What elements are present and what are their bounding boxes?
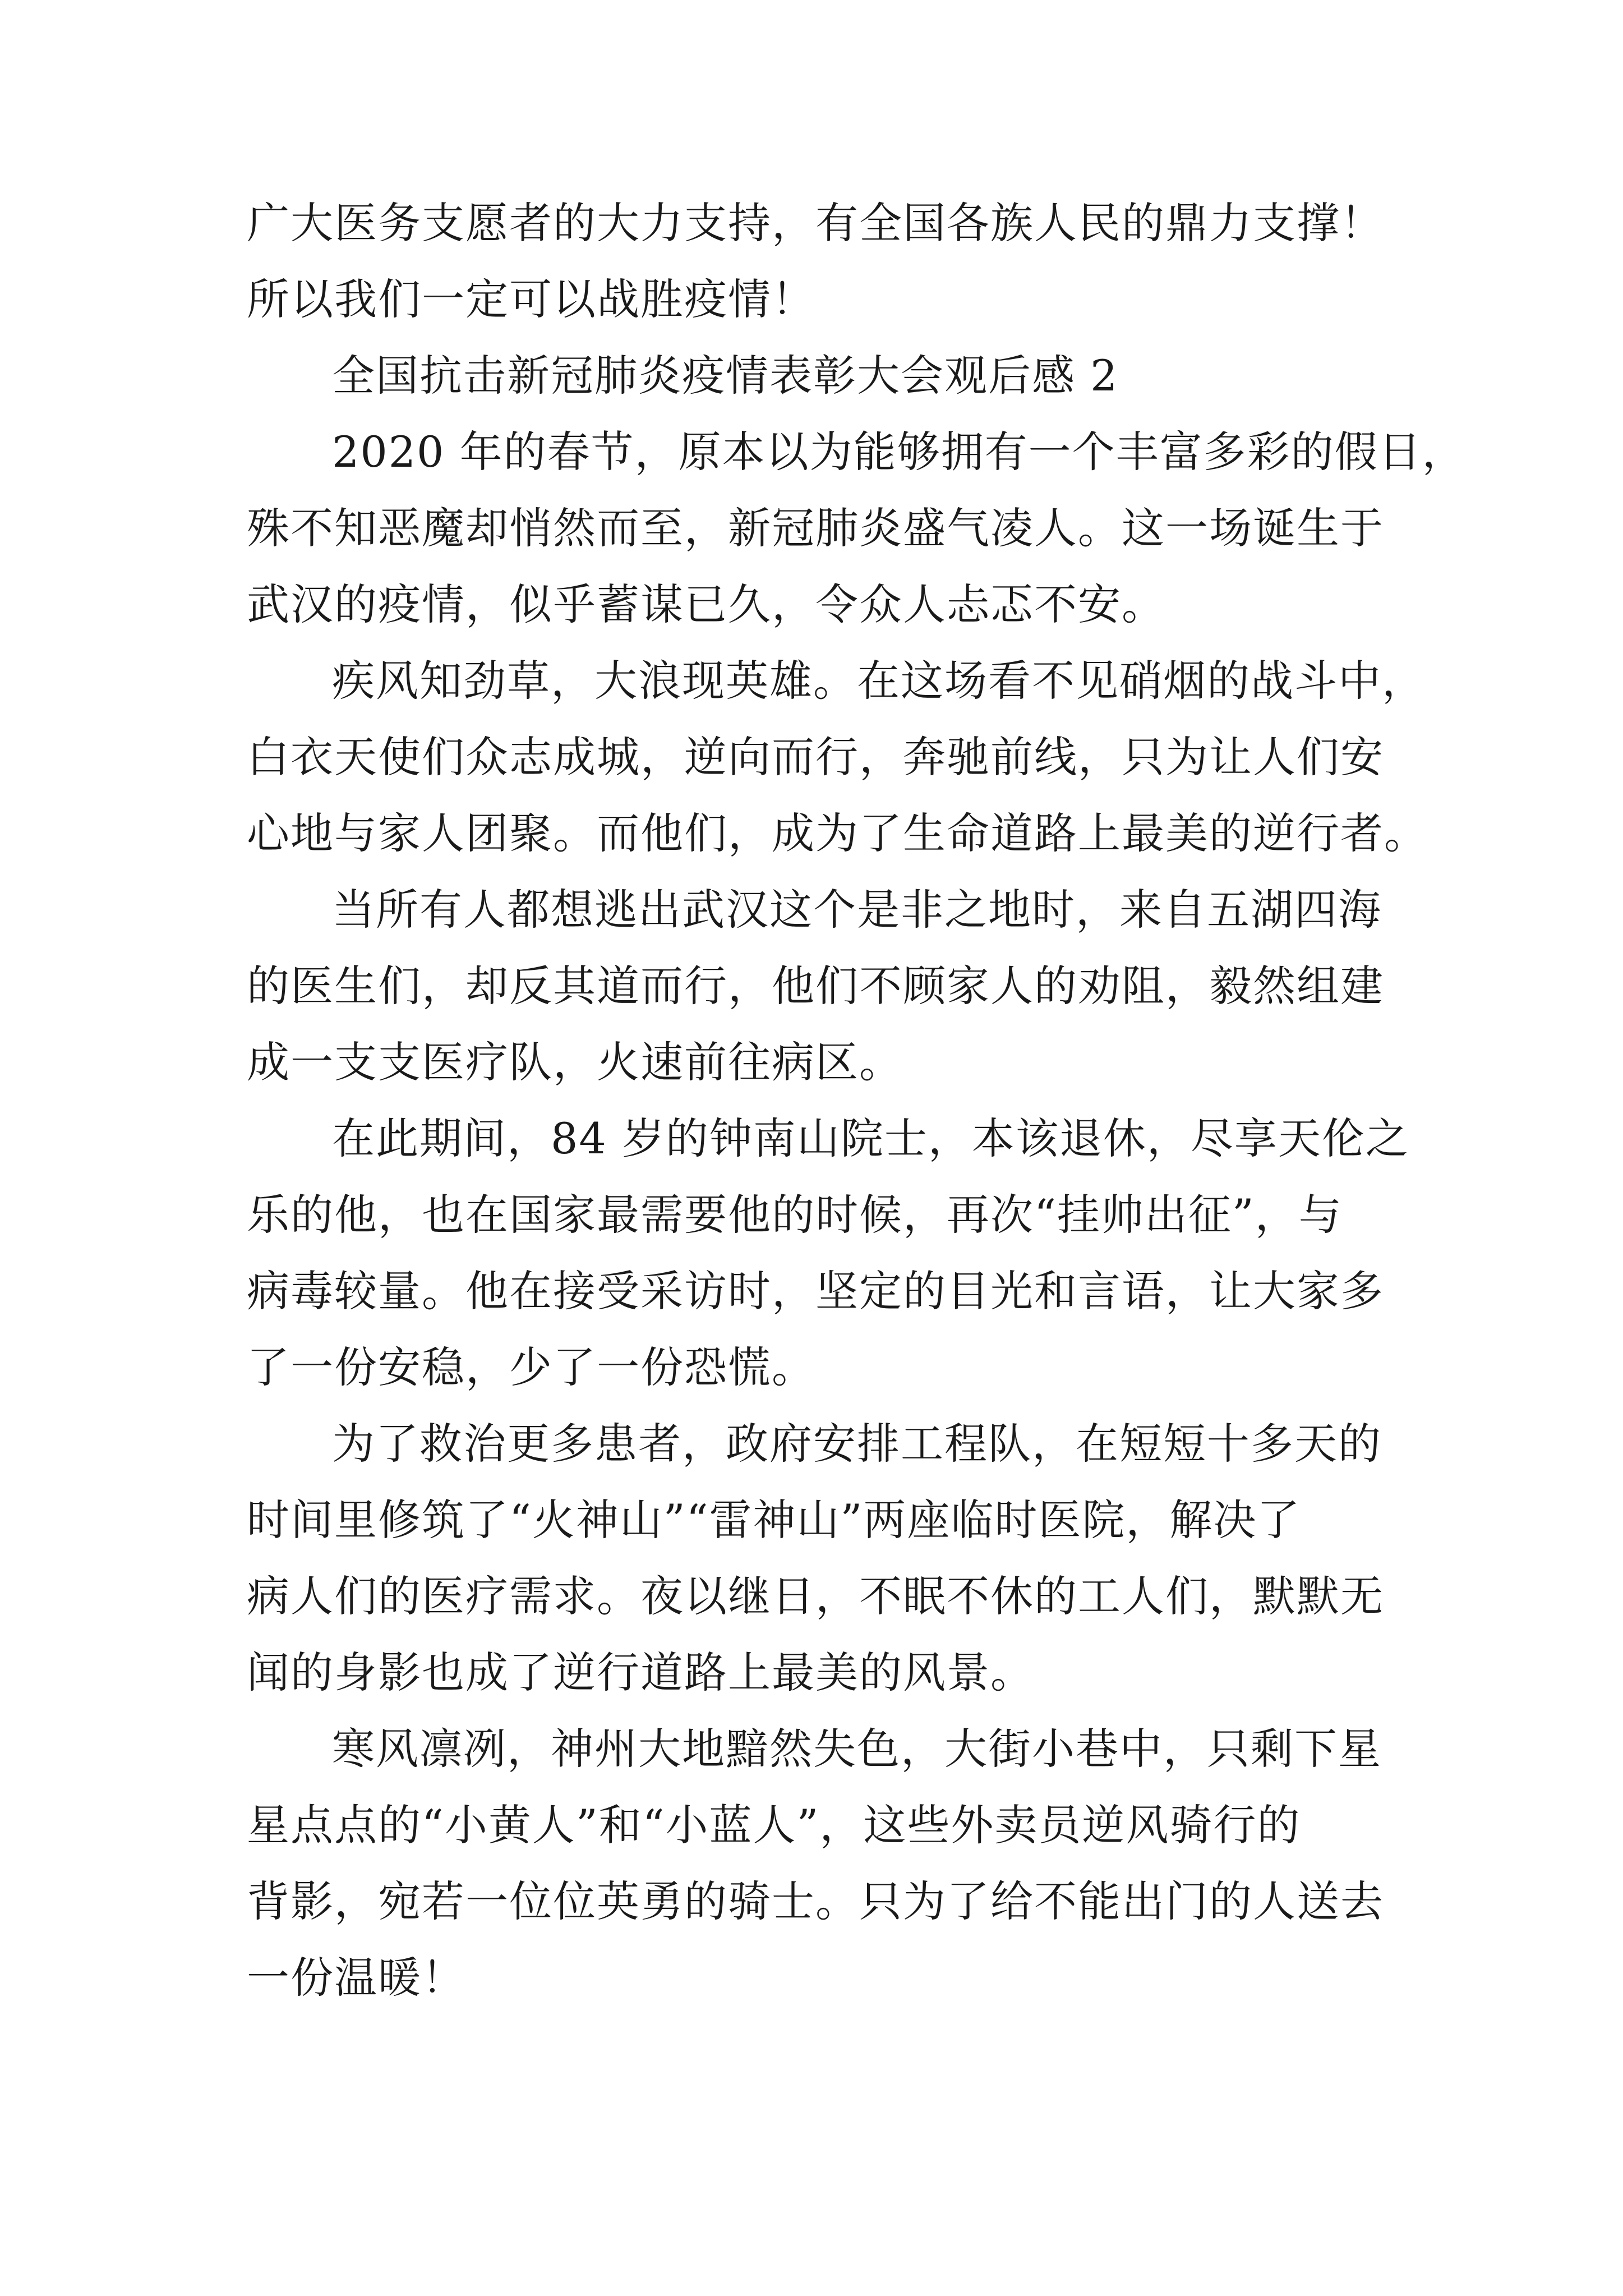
text-line: 了一份安稳，少了一份恐慌。 bbox=[247, 1342, 815, 1392]
text-line: 寒风凛冽，神州大地黯然失色，大街小巷中，只剩下星 bbox=[332, 1724, 1382, 1774]
section-heading bbox=[247, 338, 1374, 414]
heading-line: 全国抗击新冠肺炎疫情表彰大会观后感 2 bbox=[332, 351, 1119, 401]
paragraph bbox=[247, 643, 1428, 872]
text-line: 的医生们，却反其道而行，他们不顾家人的劝阻，毅然组建 bbox=[247, 961, 1384, 1011]
paragraph bbox=[247, 872, 1384, 1101]
text-line: 白衣天使们众志成城，逆向而行，奔驰前线，只为让人们安 bbox=[247, 732, 1384, 782]
text-line: 成一支支医疗队，火速前往病区。 bbox=[247, 1037, 903, 1087]
text-line: 当所有人都想逃出武汉这个是非之地时，来自五湖四海 bbox=[332, 885, 1382, 935]
text-line: 疾风知劲草，大浪现英雄。在这场看不见硝烟的战斗中， bbox=[332, 656, 1426, 706]
text-line: 时间里修筑了“火神山”“雷神山”两座临时医院，解决了 bbox=[247, 1495, 1301, 1545]
text-line: 背影，宛若一位位英勇的骑士。只为了给不能出门的人送去 bbox=[247, 1876, 1384, 1926]
text-line: 病毒较量。他在接受采访时，坚定的目光和言语，让大家多 bbox=[247, 1266, 1384, 1316]
text-line: 殊不知恶魔却悄然而至，新冠肺炎盛气凌人。这一场诞生于 bbox=[247, 503, 1384, 553]
text-line: 闻的身影也成了逆行道路上最美的风景。 bbox=[247, 1648, 1034, 1697]
paragraph bbox=[247, 1406, 1384, 1711]
text-line: 所以我们一定可以战胜疫情！ bbox=[247, 274, 815, 324]
document-body bbox=[247, 185, 1466, 2016]
paragraph bbox=[247, 1101, 1409, 1406]
paragraph bbox=[247, 414, 1466, 643]
text-line: 在此期间，84 岁的钟南山院士，本该退休，尽享天伦之 bbox=[332, 1114, 1409, 1163]
text-line: 乐的他，也在国家最需要他的时候，再次“挂帅出征”，与 bbox=[247, 1190, 1343, 1240]
text-line: 心地与家人团聚。而他们，成为了生命道路上最美的逆行者。 bbox=[247, 808, 1428, 858]
text-line: 为了救治更多患者，政府安排工程队，在短短十多天的 bbox=[332, 1419, 1382, 1469]
paragraph-continuation bbox=[247, 185, 1384, 338]
text-line: 广大医务支愿者的大力支持，有全国各族人民的鼎力支撑！ bbox=[247, 198, 1384, 248]
text-line: 2020 年的春节，原本以为能够拥有一个丰富多彩的假日， bbox=[332, 427, 1466, 477]
text-line: 病人们的医疗需求。夜以继日，不眠不休的工人们，默默无 bbox=[247, 1571, 1384, 1621]
text-line: 星点点的“小黄人”和“小蓝人”，这些外卖员逆风骑行的 bbox=[247, 1800, 1301, 1850]
text-line: 武汉的疫情，似乎蓄谋已久，令众人忐忑不安。 bbox=[247, 579, 1165, 629]
paragraph bbox=[247, 1711, 1384, 2016]
text-line: 一份温暖！ bbox=[247, 1953, 465, 2003]
